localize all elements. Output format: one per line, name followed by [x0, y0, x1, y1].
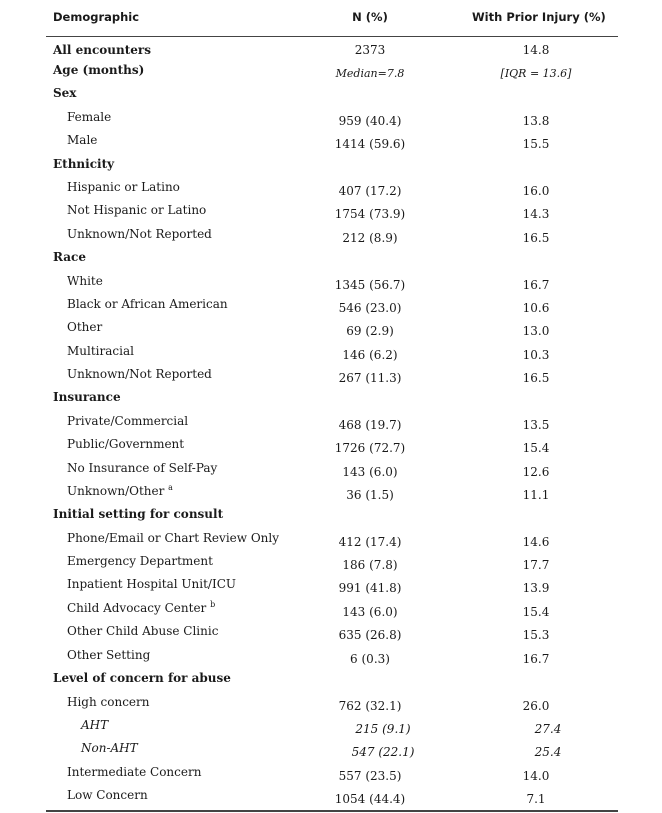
row-label: Male	[67, 133, 98, 147]
table-row	[0, 296, 662, 314]
table-row	[0, 600, 662, 618]
row-label: Race	[53, 250, 86, 264]
row-label: Low Concern	[67, 788, 148, 802]
row-n: 146 (6.2)	[342, 348, 398, 362]
row-label: Age (months)	[53, 63, 145, 77]
row-label: Other Child Abuse Clinic	[67, 624, 219, 638]
row-n: 991 (41.8)	[338, 581, 402, 595]
row-injury: 13.5	[522, 418, 550, 432]
table-row	[0, 273, 662, 291]
table-row	[0, 343, 662, 361]
row-injury: 16.0	[522, 184, 550, 198]
row-label: Initial setting for consult	[53, 507, 224, 521]
row-injury: 27.4	[534, 722, 562, 736]
table-row	[0, 623, 662, 641]
row-injury: 10.6	[522, 301, 550, 315]
row-n: 6 (0.3)	[350, 652, 390, 666]
table-row	[0, 42, 662, 60]
row-label: AHT	[81, 718, 109, 732]
footnote-marker: b	[210, 600, 216, 609]
row-n: 1345 (56.7)	[334, 278, 406, 292]
row-n: 267 (11.3)	[338, 371, 402, 385]
footnote-marker: a	[168, 483, 173, 492]
header-rule	[46, 36, 618, 37]
row-injury: 11.1	[522, 488, 550, 502]
row-injury: [IQR = 13.6]	[500, 67, 572, 80]
row-n: 1754 (73.9)	[334, 207, 406, 221]
table-row	[0, 319, 662, 337]
row-injury: 14.6	[522, 535, 550, 549]
table-row	[0, 226, 662, 244]
row-injury: 14.3	[522, 207, 550, 221]
table-row	[0, 62, 662, 80]
row-injury: 13.0	[522, 324, 550, 338]
row-injury: 26.0	[522, 699, 550, 713]
row-label: Hispanic or Latino	[67, 180, 180, 194]
section-heading	[0, 389, 662, 407]
row-label	[67, 600, 215, 616]
header-prior-injury: With Prior Injury (%)	[472, 10, 606, 24]
row-n: 412 (17.4)	[338, 535, 402, 549]
table-row	[0, 202, 662, 220]
row-n: 1414 (59.6)	[334, 137, 406, 151]
row-n: 215 (9.1)	[355, 722, 411, 736]
row-n: Median=7.8	[335, 67, 405, 80]
table-row	[0, 530, 662, 548]
row-label: Inpatient Hospital Unit/ICU	[67, 577, 237, 591]
row-n: 143 (6.0)	[342, 465, 398, 479]
row-injury: 14.0	[522, 769, 550, 783]
table-row	[0, 436, 662, 454]
row-label: White	[67, 274, 103, 288]
table-row	[0, 179, 662, 197]
row-label: Multiracial	[67, 344, 134, 358]
section-heading	[0, 249, 662, 267]
row-injury: 16.5	[522, 371, 550, 385]
row-injury: 16.5	[522, 231, 550, 245]
row-injury: 7.1	[526, 792, 546, 806]
row-n: 2373	[354, 43, 386, 57]
row-label: Other Setting	[67, 648, 151, 662]
row-n: 186 (7.8)	[342, 558, 398, 572]
table-bottom-rule	[46, 810, 618, 812]
row-n: 36 (1.5)	[346, 488, 394, 502]
row-n: 546 (23.0)	[338, 301, 402, 315]
row-n: 557 (23.5)	[338, 769, 402, 783]
row-injury: 15.5	[522, 137, 550, 151]
row-injury: 13.8	[522, 114, 550, 128]
row-injury: 16.7	[522, 652, 550, 666]
row-n: 69 (2.9)	[346, 324, 394, 338]
table-row	[0, 694, 662, 712]
row-injury: 15.3	[522, 628, 550, 642]
section-heading	[0, 156, 662, 174]
row-n: 407 (17.2)	[338, 184, 402, 198]
row-label: No Insurance of Self-Pay	[67, 461, 218, 475]
row-n: 212 (8.9)	[342, 231, 398, 245]
row-injury: 15.4	[522, 441, 550, 455]
row-n: 1054 (44.4)	[334, 792, 406, 806]
row-label: Insurance	[53, 390, 121, 404]
row-label: Ethnicity	[53, 157, 115, 171]
label-text: Child Advocacy Center	[67, 601, 207, 615]
table-row	[0, 109, 662, 127]
table-row	[0, 460, 662, 478]
row-label: Intermediate Concern	[67, 765, 202, 779]
section-heading	[0, 85, 662, 103]
row-injury: 17.7	[522, 558, 550, 572]
table-header-row	[0, 9, 662, 27]
row-n: 762 (32.1)	[338, 699, 402, 713]
row-label: Black or African American	[67, 297, 228, 311]
table-row	[0, 740, 662, 758]
row-n: 959 (40.4)	[338, 114, 402, 128]
label-text: Unknown/Other	[67, 484, 165, 498]
row-label: Level of concern for abuse	[53, 671, 231, 685]
section-heading	[0, 506, 662, 524]
row-label: Non-AHT	[81, 741, 138, 755]
row-n: 547 (22.1)	[351, 745, 415, 759]
row-label	[67, 483, 173, 499]
table-row	[0, 413, 662, 431]
row-label: Other	[67, 320, 103, 334]
row-label: High concern	[67, 695, 150, 709]
row-injury: 25.4	[534, 745, 562, 759]
table-row	[0, 787, 662, 805]
row-n: 468 (19.7)	[338, 418, 402, 432]
table-row	[0, 647, 662, 665]
row-label: All encounters	[53, 43, 151, 57]
table-row	[0, 553, 662, 571]
row-label: Not Hispanic or Latino	[67, 203, 207, 217]
row-injury: 10.3	[522, 348, 550, 362]
row-injury: 15.4	[522, 605, 550, 619]
row-label: Public/Government	[67, 437, 185, 451]
section-heading	[0, 670, 662, 688]
row-label: Unknown/Not Reported	[67, 367, 212, 381]
row-injury: 13.9	[522, 581, 550, 595]
row-n: 1726 (72.7)	[334, 441, 406, 455]
row-injury: 14.8	[522, 43, 550, 57]
table-row	[0, 366, 662, 384]
header-demographic: Demographic	[53, 10, 140, 24]
row-n: 635 (26.8)	[338, 628, 402, 642]
row-label: Private/Commercial	[67, 414, 189, 428]
table-row	[0, 483, 662, 501]
row-injury: 12.6	[522, 465, 550, 479]
row-injury: 16.7	[522, 278, 550, 292]
table-row	[0, 764, 662, 782]
header-n-percent: N (%)	[352, 10, 388, 24]
table-row	[0, 576, 662, 594]
row-n: 143 (6.0)	[342, 605, 398, 619]
row-label: Sex	[53, 86, 77, 100]
row-label: Female	[67, 110, 112, 124]
row-label: Unknown/Not Reported	[67, 227, 212, 241]
row-label: Emergency Department	[67, 554, 213, 568]
table-row	[0, 717, 662, 735]
row-label: Phone/Email or Chart Review Only	[67, 531, 280, 545]
table-row	[0, 132, 662, 150]
